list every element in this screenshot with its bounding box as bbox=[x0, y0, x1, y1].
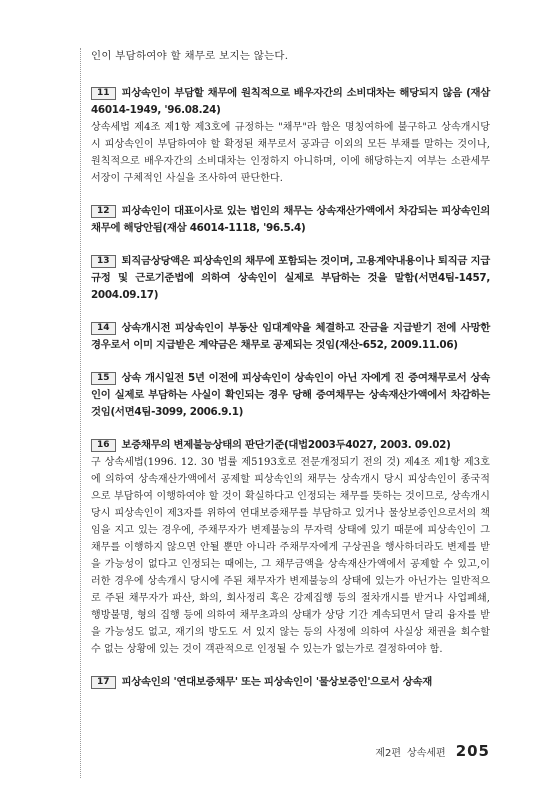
entry-heading bbox=[91, 674, 490, 691]
entry-body: 구 상속세법(1996. 12. 30 법률 제5193호로 전문개정되기 전의 것) 제4조 제1항 제3호에 의하여 상속재산가액에서 공제할 피상속인의 채무는 상속개시 당시 피상속인이 종국적으로 부담하여 이행하여야 할 것이 확실하다고 인정되는 채무를 뜻하는 것이므로, 상속개시 당시 피상속인이 제3자를 위하여 연대보증채무를 부담하고 있거나 물상보증인으로서의 책임을 지고 있는 경우에, 주채무자가 변제불능의 무자력 상태에 있기 때문에 피상속인이 그 채무를 이행하지 않으면 안될 뿐만 아니라 주채무자에게 구상권을 행사하더라도 변제를 받을 가능성이 없다고 인정되는 때에는, 그 채무금액을 상속재산가액에서 공제할 수 있고,이러한 경우에 상속개시 당시에 주된 채무자가 변제불능의 상태에 있는가 아닌가는 일반적으로 주된 채무자가 파산, 화의, 회사정리 혹은 강제집행 등의 절차개시를 받거나 사업폐쇄, 행방불명, 형의 집행 등에 의하여 채무초과의 상태가 상당 기간 계속되면서 달리 융자를 받을 가능성도 없고, 재기의 방도도 서 있지 않는 등의 사정에 의하여 사실상 채권을 회수할 수 없는 상황에 있는 것이 객관적으로 인정될 수 있는가 없는가로 결정하여야 함. bbox=[91, 457, 491, 655]
entry-title: 피상속인이 부담할 채무에 원칙적으로 배우자간의 소비대차는 해당되지 않음 (재삼 46014-1949, '96.08.24) bbox=[91, 87, 490, 116]
entry-17 bbox=[91, 674, 490, 691]
entry-title: 퇴직금상당액은 피상속인의 채무에 포함되는 것이며, 고용계약내용이나 퇴직금 지급규정 및 근로기준법에 의하여 상속인이 실제로 부담하는 것을 말함(서면4팀-1457, 2004.09.17) bbox=[91, 255, 490, 301]
entry-number-box: 11 bbox=[91, 87, 116, 100]
entry-11 bbox=[91, 85, 490, 187]
entry-12 bbox=[91, 203, 490, 237]
footer-section-title: 상속세편 bbox=[407, 748, 446, 759]
entry-title: 상속개시전 피상속인이 부동산 임대계약을 체결하고 잔금을 지급받기 전에 사망한 경우로서 이미 지급받은 계약금은 채무로 공제되는 것임(재산-652, 2009.11.06) bbox=[91, 322, 490, 351]
entry-heading bbox=[91, 85, 490, 119]
entry-heading bbox=[91, 437, 490, 454]
intro-text: 인이 부담하여야 할 채무로 보지는 않는다. bbox=[91, 50, 289, 62]
entry-13 bbox=[91, 253, 490, 304]
entry-number-box: 15 bbox=[91, 372, 116, 385]
entry-heading bbox=[91, 253, 490, 304]
page-footer bbox=[375, 742, 490, 760]
entry-number-box: 13 bbox=[91, 255, 116, 268]
entry-number-box: 14 bbox=[91, 322, 116, 335]
entry-15 bbox=[91, 370, 490, 421]
entry-title: 보증채무의 변제불능상태의 판단기준(대법2003두4027, 2003. 09.02) bbox=[121, 439, 451, 451]
entry-title: 상속 개시일전 5년 이전에 피상속인이 상속인이 아닌 자에게 진 증여채무로서 상속인이 실제로 부담하는 사실이 확인되는 경우 당해 증여채무는 상속재산가액에서 차감하는 것임(서면4팀-3099, 2006.9.1) bbox=[91, 372, 490, 418]
entry-body: 상속세법 제4조 제1항 제3호에 규정하는 "채무"라 함은 명칭여하에 불구하고 상속개시당시 피상속인이 부담하여야 할 확정된 채무로서 공과금 이외의 모든 부채를 말하는 것이나, 원칙적으로 배우자간의 소비대차는 인정하지 아니하며, 이에 해당하는지 여부는 소관세무서장이 구체적인 사실을 조사하여 판단한다. bbox=[91, 122, 490, 184]
entry-14 bbox=[91, 320, 490, 354]
entry-number-box: 16 bbox=[91, 439, 116, 452]
page-number: 205 bbox=[455, 742, 490, 760]
entry-title: 피상속인이 대표이사로 있는 법인의 채무는 상속재산가액에서 차감되는 피상속인의 채무에 해당안됨(재삼 46014-1118, '96.5.4) bbox=[91, 205, 490, 234]
entry-heading bbox=[91, 320, 490, 354]
entry-number-box: 17 bbox=[91, 676, 116, 689]
entry-16 bbox=[91, 437, 490, 658]
footer-part: 제2편 bbox=[375, 748, 402, 759]
entry-heading bbox=[91, 203, 490, 237]
page-content bbox=[80, 48, 490, 778]
entry-number-box: 12 bbox=[91, 205, 116, 218]
entry-heading bbox=[91, 370, 490, 421]
entry-title: 피상속인의 '연대보증채무' 또는 피상속인이 '물상보증인'으로서 상속재 bbox=[121, 676, 433, 688]
